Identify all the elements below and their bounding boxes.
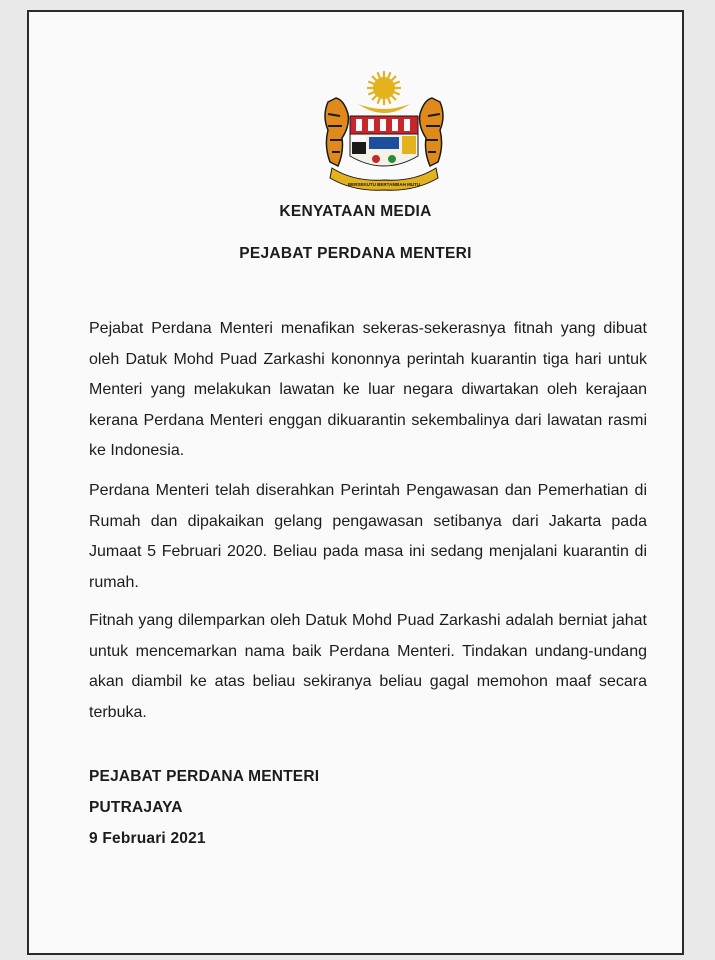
svg-text:BERSEKUTU BERTAMBAH MUTU: BERSEKUTU BERTAMBAH MUTU	[347, 182, 421, 187]
signoff-place: PUTRAJAYA	[89, 799, 183, 816]
document-title: KENYATAAN MEDIA	[279, 203, 432, 220]
signoff-date: 9 Februari 2021	[89, 830, 206, 847]
press-release-page	[27, 10, 684, 955]
signoff-office: PEJABAT PERDANA MENTERI	[89, 768, 320, 785]
malaysia-coat-of-arms-icon	[314, 64, 454, 204]
paragraph-denial: Pejabat Perdana Menteri menafikan sekeras-sekerasnya fitnah yang dibuat oleh Datuk Mohd Puad Zarkashi kononnya perintah kuarantin tiga hari untuk Menteri yang melakukan lawatan ke luar negara diwartakan oleh kerajaan kerana Perdana Menteri enggan dikuarantin sekembalinya dari lawatan rasmi ke Indonesia.	[89, 320, 647, 459]
issuing-office-heading: PEJABAT PERDANA MENTERI	[239, 245, 472, 262]
paragraph-quarantine-order: Perdana Menteri telah diserahkan Perintah Pengawasan dan Pemerhatian di Rumah dan dipakaikan gelang pengawasan setibanya dari Jakarta pada Jumaat 5 Februari 2020. Beliau pada masa ini sedang menjalani kuarantin di rumah.	[89, 482, 647, 591]
paragraph-legal-action: Fitnah yang dilemparkan oleh Datuk Mohd Puad Zarkashi adalah berniat jahat untuk mencemarkan nama baik Perdana Menteri. Tindakan undang-undang akan diambil ke atas beliau sekiranya beliau gagal memohon maaf secara terbuka.	[89, 612, 647, 721]
